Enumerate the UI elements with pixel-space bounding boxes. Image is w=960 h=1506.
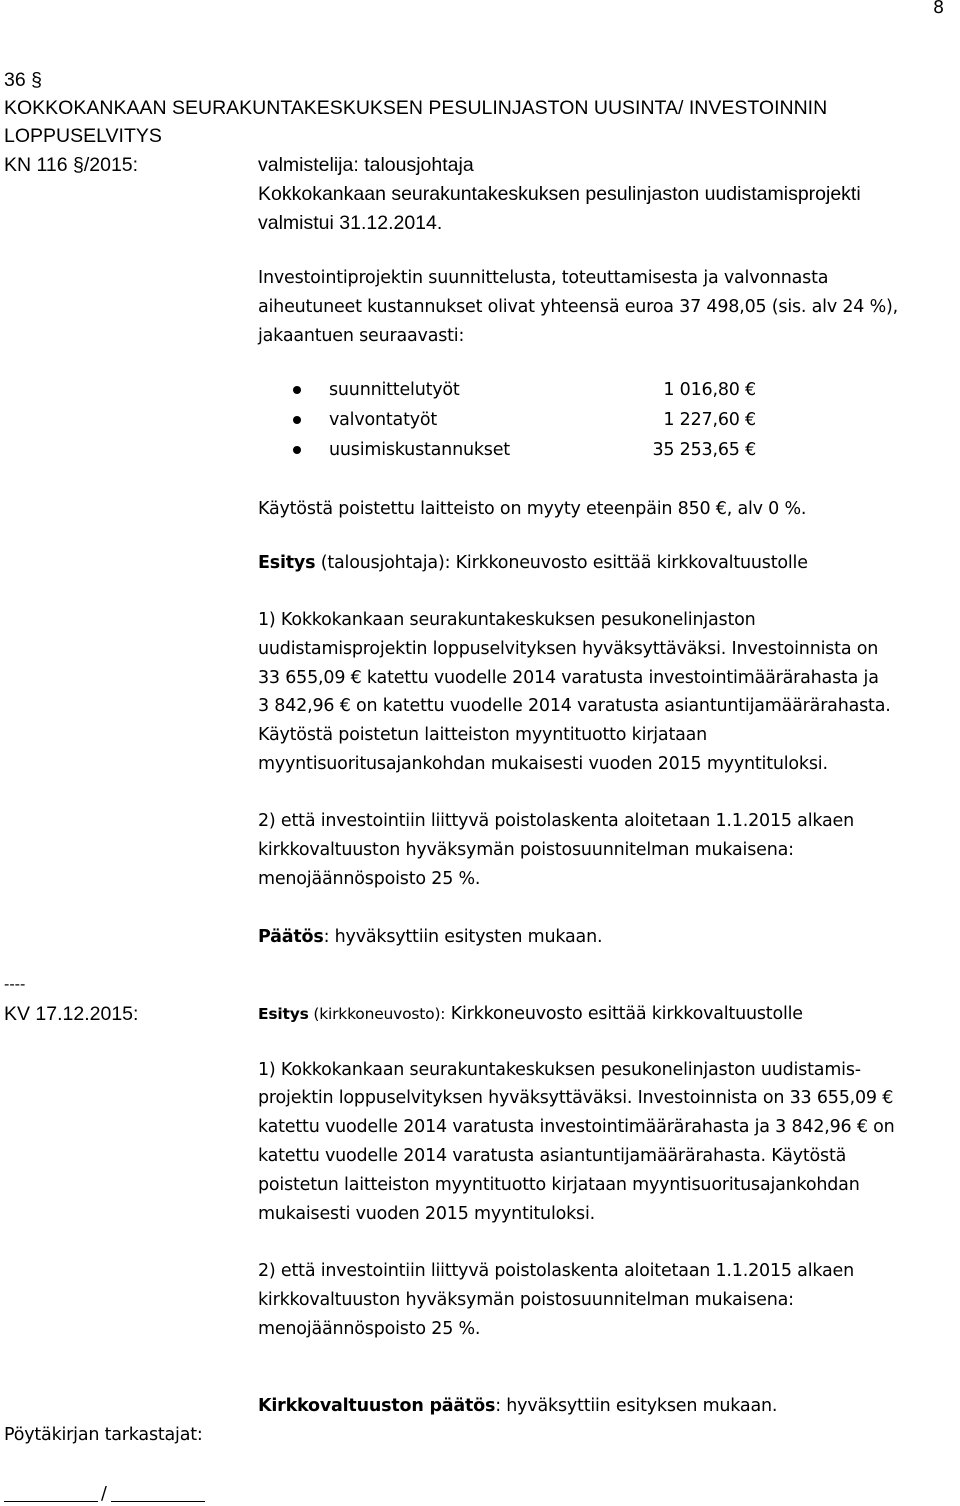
kv-decision-text: : hyväksyttiin esityksen mukaan. [495,1396,778,1416]
page-number: 8 [933,0,944,18]
kn-sold-note: Käytöstä poistettu laitteisto on myyty eteenpäin 850 €, alv 0 %. [258,499,807,519]
kn-decision-label: Päätös [258,927,324,947]
bullet-icon [293,446,301,454]
kv-proposal-1-line: mukaisesti vuoden 2015 myyntituloksi. [258,1204,595,1224]
kn-proposal-1-line: 3 842,96 € on katettu vuodelle 2014 varatusta asiantuntijamäärärahasta. [258,696,891,716]
kv-proposal-1-line: projektin loppuselvityksen hyväksyttäväksi. Investoinnista on 33 655,09 € [258,1088,894,1108]
cost-item-amount: 35 253,65 € [652,440,756,460]
signature-slash: / [101,1484,107,1504]
reviewers-label: Pöytäkirjan tarkastajat: [4,1425,203,1445]
kn-costs-line-3: jakaantuen seuraavasti: [258,326,465,346]
item-number: 36 § [4,69,42,91]
kn-proposal-label: Esitys [258,553,316,573]
kn-proposal-1-line: myyntisuoritusajankohdan mukaisesti vuoden 2015 myyntituloksi. [258,754,828,774]
kn-costs-line-1: Investointiprojektin suunnittelusta, toteuttamisesta ja valvonnasta [258,268,829,288]
kn-proposal-1-line: Käytöstä poistetun laitteiston myyntituotto kirjataan [258,725,708,745]
item-title-line-2: LOPPUSELVITYS [4,125,162,147]
kn-proposal-2-line: menojäännöspoisto 25 %. [258,869,481,889]
kv-proposal-1-line: katettu vuodelle 2014 varatusta asiantuntijamäärärahasta. Käytöstä [258,1146,847,1166]
kv-reference: KV 17.12.2015: [4,1003,139,1025]
kv-decision [258,1394,777,1418]
signature-line-right [111,1501,205,1502]
kv-decision-label: Kirkkovaltuuston päätös [258,1396,496,1416]
bullet-icon [293,386,301,394]
kn-proposal-1-line: 1) Kokkokankaan seurakuntakeskuksen pesukonelinjaston [258,610,756,630]
separator: ---- [4,976,26,993]
cost-item-label: suunnittelutyöt [329,380,460,400]
kn-intro-line-2: valmistui 31.12.2014. [258,212,443,234]
kn-proposal-2-line: kirkkovaltuuston hyväksymän poistosuunnitelman mukaisena: [258,840,794,860]
kn-preparer: valmistelija: talousjohtaja [258,154,474,176]
cost-item-amount: 1 227,60 € [663,410,756,430]
kn-decision-text: : hyväksyttiin esitysten mukaan. [323,927,603,947]
bullet-icon [293,416,301,424]
kv-proposal-1-line: 1) Kokkokankaan seurakuntakeskuksen pesukonelinjaston uudistamis- [258,1060,861,1080]
cost-item-label: valvontatyöt [329,410,438,430]
kn-costs-line-2: aiheutuneet kustannukset olivat yhteensä euroa 37 498,05 (sis. alv 24 %), [258,297,899,317]
kv-proposal-2-line: menojäännöspoisto 25 %. [258,1319,481,1339]
kn-intro-line-1: Kokkokankaan seurakuntakeskuksen pesulinjaston uudistamisprojekti [258,183,861,205]
kv-proposal-label: Esitys [258,1005,309,1023]
kn-proposal-text: (talousjohtaja): Kirkkoneuvosto esittää kirkkovaltuustolle [315,553,808,573]
cost-item-label: uusimiskustannukset [329,440,510,460]
kv-proposal-intro [258,1002,803,1026]
kv-proposal-2-line: 2) että investointiin liittyvä poistolaskenta aloitetaan 1.1.2015 alkaen [258,1261,854,1281]
kn-proposal-1-line: uudistamisprojektin loppuselvityksen hyväksyttäväksi. Investoinnista on [258,639,879,659]
kv-proposal-1-line: katettu vuodelle 2014 varatusta investointimäärärahasta ja 3 842,96 € on [258,1117,895,1137]
kv-proposal-text: Kirkkoneuvosto esittää kirkkovaltuustolle [445,1004,803,1024]
cost-item-amount: 1 016,80 € [663,380,756,400]
kn-proposal-1-line: 33 655,09 € katettu vuodelle 2014 varatusta investointimäärärahasta ja [258,668,879,688]
kv-proposal-1-line: poistetun laitteiston myyntituotto kirjataan myyntisuoritusajankohdan [258,1175,860,1195]
kv-proposal-paren: (kirkkoneuvosto): [308,1005,446,1023]
kn-proposal-intro [258,551,808,575]
item-title-line-1: KOKKOKANKAAN SEURAKUNTAKESKUKSEN PESULINJASTON UUSINTA/ INVESTOINNIN [4,97,828,119]
signature-line-left [4,1501,98,1502]
kv-proposal-2-line: kirkkovaltuuston hyväksymän poistosuunnitelman mukaisena: [258,1290,794,1310]
kn-reference: KN 116 §/2015: [4,154,139,176]
kn-proposal-2-line: 2) että investointiin liittyvä poistolaskenta aloitetaan 1.1.2015 alkaen [258,811,854,831]
kn-decision [258,925,602,949]
